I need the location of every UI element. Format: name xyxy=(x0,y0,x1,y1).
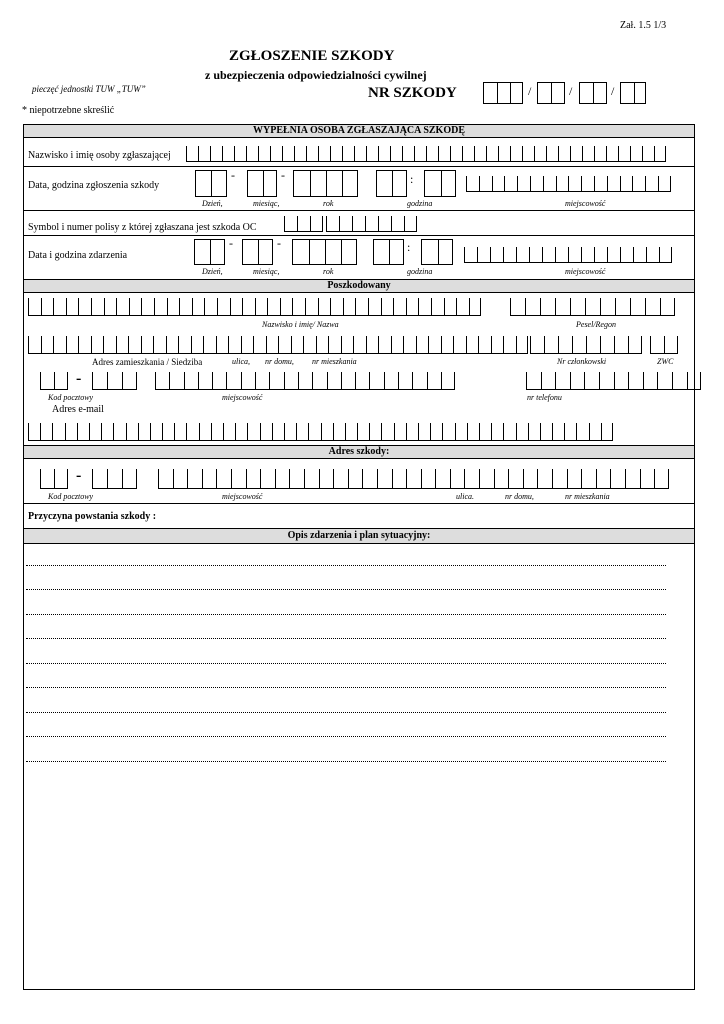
report-date-label: Data, godzina zgłoszenia szkody xyxy=(28,180,160,191)
claim-number-part-1[interactable] xyxy=(483,82,523,104)
strike-note: * niepotrzebne skreślić xyxy=(22,105,115,116)
caption-postal: Kod pocztowy xyxy=(48,492,94,501)
reporter-name-label: Nazwisko i imię osoby zgłaszającej xyxy=(28,150,171,161)
cause-label: Przyczyna powstania szkody : xyxy=(28,511,157,522)
caption-flat: nr mieszkania xyxy=(312,357,357,366)
colon: : xyxy=(407,240,411,254)
claim-number-part-4[interactable] xyxy=(620,82,646,104)
injured-email-field[interactable] xyxy=(28,423,613,441)
reporter-name-field[interactable] xyxy=(186,146,666,162)
damage-address-section-title: Adres szkody: xyxy=(328,446,390,457)
report-year-field[interactable] xyxy=(293,170,358,197)
description-line[interactable] xyxy=(26,565,666,566)
caption-year: rok xyxy=(323,267,334,276)
slash: / xyxy=(569,84,573,98)
caption-postal: Kod pocztowy xyxy=(48,393,94,402)
description-line[interactable] xyxy=(26,638,666,639)
attachment-number: Zał. 1.5 1/3 xyxy=(620,20,667,31)
report-day-field[interactable] xyxy=(195,170,227,197)
caption-month: miesiąc, xyxy=(253,199,280,208)
policy-number-field[interactable] xyxy=(326,216,417,232)
caption-place: miejscowość xyxy=(565,199,606,208)
claim-number-part-3[interactable] xyxy=(579,82,607,104)
caption-month: miesiąc, xyxy=(253,267,280,276)
injured-name-field[interactable] xyxy=(28,298,481,316)
description-line[interactable] xyxy=(26,589,666,590)
description-section-title: Opis zdarzenia i plan sytuacyjny: xyxy=(287,530,431,541)
slash: / xyxy=(528,84,532,98)
dash: - xyxy=(76,467,82,484)
caption-hour: godzina xyxy=(407,267,433,276)
report-minute-field[interactable] xyxy=(424,170,456,197)
caption-place: miejscowość xyxy=(565,267,606,276)
damage-postal-part-2[interactable] xyxy=(92,469,137,489)
caption-zwc: ZWC xyxy=(657,357,674,366)
colon: : xyxy=(410,172,414,186)
caption-pesel: Pesel/Regon xyxy=(576,320,616,329)
claim-number-part-2[interactable] xyxy=(537,82,565,104)
caption-flat: nr mieszkania xyxy=(565,492,610,501)
damage-postal-part-1[interactable] xyxy=(40,469,68,489)
event-day-field[interactable] xyxy=(194,239,225,265)
event-month-field[interactable] xyxy=(242,239,273,265)
email-label: Adres e-mail xyxy=(52,404,104,415)
description-line[interactable] xyxy=(26,761,666,762)
injured-member-number-field[interactable] xyxy=(530,336,642,354)
report-month-field[interactable] xyxy=(247,170,277,197)
description-line[interactable] xyxy=(26,736,666,737)
reporter-section-title: WYPEŁNIA OSOBA ZGŁASZAJĄCA SZKODĘ xyxy=(253,125,465,136)
dash: - xyxy=(229,236,233,250)
caption-day: Dzień, xyxy=(202,267,223,276)
description-line[interactable] xyxy=(26,712,666,713)
caption-house: nr domu, xyxy=(505,492,534,501)
dash: - xyxy=(277,236,281,250)
report-place-field[interactable] xyxy=(466,176,671,192)
damage-place-street-field[interactable] xyxy=(158,469,669,489)
caption-house: nr domu, xyxy=(265,357,294,366)
injured-zwc-field[interactable] xyxy=(650,336,678,354)
slash: / xyxy=(611,84,615,98)
description-line[interactable] xyxy=(26,687,666,688)
dash: - xyxy=(281,168,285,182)
injured-section-title: Poszkodowany xyxy=(327,280,391,291)
event-minute-field[interactable] xyxy=(421,239,453,265)
caption-street: ulica, xyxy=(232,357,250,366)
policy-symbol-field[interactable] xyxy=(284,216,323,232)
event-hour-field[interactable] xyxy=(373,239,404,265)
caption-phone: nr telefonu xyxy=(527,393,562,402)
caption-address: Adres zamieszkania / Siedziba xyxy=(92,357,203,367)
injured-postal-part-2[interactable] xyxy=(92,372,137,390)
caption-member: Nr członkowski xyxy=(557,357,607,366)
injured-address-field[interactable] xyxy=(28,336,528,354)
dash: - xyxy=(231,168,235,182)
report-hour-field[interactable] xyxy=(376,170,407,197)
form-subtitle: z ubezpieczenia odpowiedzialności cywilnej xyxy=(205,68,427,82)
caption-hour: godzina xyxy=(407,199,433,208)
caption-place: miejscowość xyxy=(222,393,263,402)
description-line[interactable] xyxy=(26,663,666,664)
form-title: ZGŁOSZENIE SZKODY xyxy=(229,48,395,64)
caption-year: rok xyxy=(323,199,334,208)
stamp-note: pieczęć jednostki TUW „TUW” xyxy=(32,84,146,94)
caption-place: miejscowość xyxy=(222,492,263,501)
injured-phone-field[interactable] xyxy=(526,372,701,390)
event-place-field[interactable] xyxy=(464,247,672,263)
claim-number-label: NR SZKODY xyxy=(368,85,457,101)
caption-day: Dzień, xyxy=(202,199,223,208)
event-year-field[interactable] xyxy=(292,239,357,265)
event-date-label: Data i godzina zdarzenia xyxy=(28,250,128,261)
injured-pesel-field[interactable] xyxy=(510,298,675,316)
caption-name: Nazwisko i imię/ Nazwa xyxy=(262,320,339,329)
description-line[interactable] xyxy=(26,614,666,615)
policy-label: Symbol i numer polisy z której zgłaszana jest szkoda OC xyxy=(28,222,257,233)
dash: - xyxy=(76,370,82,387)
injured-place-field[interactable] xyxy=(155,372,455,390)
injured-postal-part-1[interactable] xyxy=(40,372,68,390)
caption-street: ulica. xyxy=(456,492,474,501)
